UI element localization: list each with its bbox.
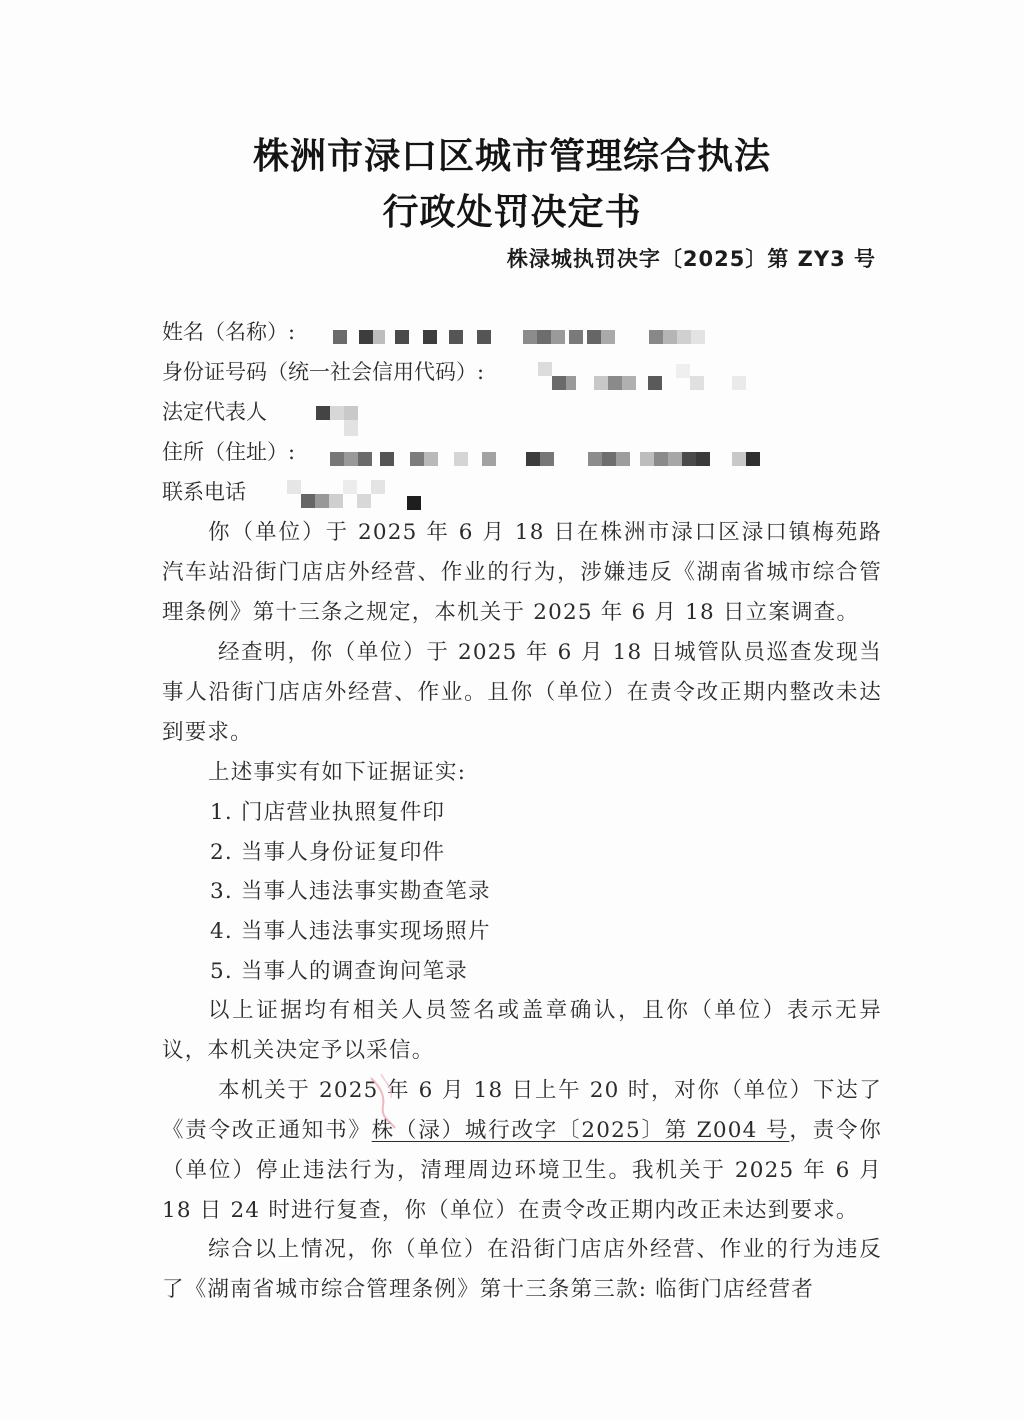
field-name-label: 姓名（名称）: (162, 320, 296, 344)
document-title-line1: 株洲市渌口区城市管理综合执法 (252, 136, 771, 177)
evidence-item-3: 3. 当事人违法事实勘查笔录 (210, 879, 491, 904)
evidence-item-5: 5. 当事人的调查询问笔录 (210, 959, 468, 984)
paragraph-findings: 经查明，你（单位）于 2025 年 6 月 18 日城管队员巡查发现当事人沿街门店店外经营、作业。且你（单位）在责令改正期内整改未达到要求。 (162, 640, 882, 745)
rectification-notice-reference: 株（渌）城行改字〔2025〕第 Z004 号 (371, 1118, 790, 1143)
evidence-item-4: 4. 当事人违法事实现场照片 (210, 919, 491, 944)
field-representative-label: 法定代表人 (162, 400, 267, 424)
evidence-item-2: 2. 当事人身份证复印件 (210, 840, 446, 865)
document-number: 株渌城执罚决字〔2025〕第 ZY3 号 (506, 247, 876, 271)
rectification-text-after: ，责令你（单位）停止违法行为，清理周边环境卫生。我机关于 2025 年 6 月 18 日 24 时进行复查，你（单位）在责令改正期内改正未达到要求。 (162, 1118, 882, 1223)
redacted-address (326, 440, 766, 480)
field-name (162, 316, 295, 348)
paragraph-evidence-intro: 上述事实有如下证据证实: (208, 760, 467, 785)
field-id (162, 356, 484, 388)
redacted-representative (312, 398, 372, 438)
paragraph-conclusion: 综合以上情况，你（单位）在沿街门店店外经营、作业的行为违反了《湖南省城市综合管理条例》第十三条第三款: 临街门店经营者 (162, 1237, 882, 1302)
field-phone-label: 联系电话 (162, 480, 246, 504)
evidence-item-1: 1. 门店营业执照复件印 (210, 800, 446, 825)
paragraph-rectification-order (162, 1071, 882, 1231)
redacted-phone (285, 478, 425, 518)
document-title-line2: 行政处罚决定书 (382, 192, 642, 233)
redacted-name (325, 318, 725, 358)
field-phone (162, 476, 246, 508)
field-representative (162, 396, 267, 428)
field-id-label: 身份证号码（统一社会信用代码）: (162, 360, 485, 384)
paragraph-case-filing: 你（单位）于 2025 年 6 月 18 日在株洲市渌口区渌口镇梅苑路汽车站沿街门店店外经营、作业的行为，涉嫌违反《湖南省城市综合管理条例》第十三条之规定，本机关于 2025 年 6 月 18 日立案调查。 (162, 520, 882, 625)
field-address-label: 住所（住址）: (162, 440, 296, 464)
rectification-text-before: 本机关于 2025 年 6 月 18 日上午 20 时，对你（单位）下达了《责令改正通知书》 (162, 1078, 882, 1143)
redacted-id (536, 358, 766, 398)
paragraph-evidence-accepted: 以上证据均有相关人员签名或盖章确认，且你（单位）表示无异议，本机关决定予以采信。 (162, 998, 882, 1063)
field-address (162, 436, 295, 468)
stamp-ink-mark (365, 1072, 405, 1132)
